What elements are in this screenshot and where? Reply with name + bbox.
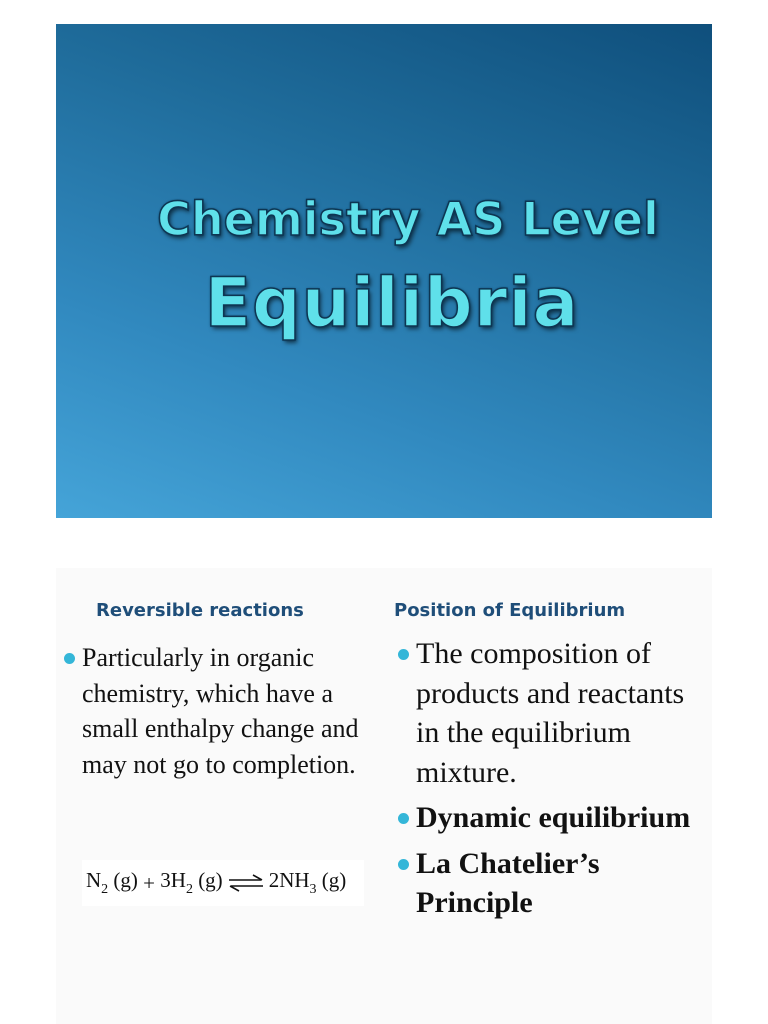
list-item: [390, 844, 710, 923]
bullet-text: The composition of products and reactants in the equilibrium mixture.: [416, 637, 685, 789]
list-item: [390, 798, 710, 838]
right-bullet-list: [390, 634, 710, 929]
equilibrium-arrow-icon: [227, 874, 265, 892]
plus-sign: +: [143, 870, 156, 895]
list-item: [390, 634, 710, 792]
left-bullet-list: [56, 640, 376, 782]
content-slide: [56, 568, 712, 1024]
bullet-dot-icon: [64, 653, 75, 664]
heading-reversible-reactions: Reversible reactions: [96, 600, 304, 621]
reaction-equation: [82, 860, 364, 906]
list-item: [56, 640, 376, 782]
bullet-text: La Chatelier’s Principle: [416, 846, 600, 919]
slide-topic-title: Equilibria: [204, 264, 580, 343]
product-nh3: $2NH_3$ (g): [268, 868, 347, 897]
heading-position-of-equilibrium: Position of Equilibrium: [394, 600, 626, 621]
bullet-dot-icon: [398, 859, 409, 870]
title-slide: [56, 24, 712, 518]
slide-subject-title: Chemistry AS Level: [157, 192, 659, 246]
bullet-text: Dynamic equilibrium: [416, 801, 691, 834]
bullet-dot-icon: [398, 649, 409, 660]
bullet-dot-icon: [398, 813, 409, 824]
reactant-h2: $3H_2$ (g): [160, 868, 223, 897]
bullet-text: Particularly in organic chemistry, which have a small enthalpy change and may not go to completion.: [82, 643, 359, 779]
reactant-n2: $N_2$ (g): [86, 868, 138, 897]
